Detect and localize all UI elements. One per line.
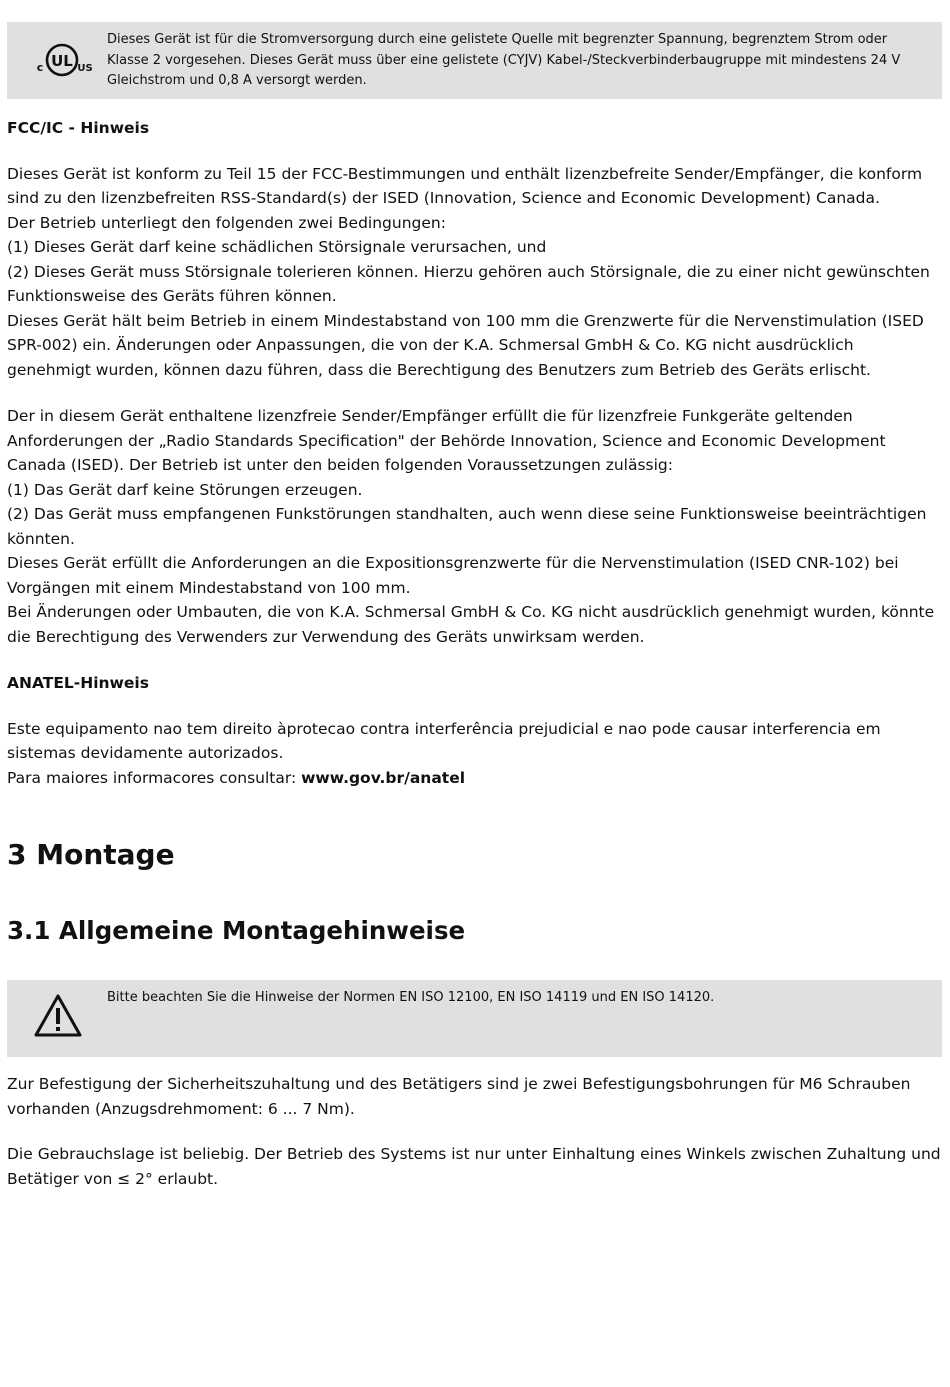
fcc-paragraph: Der Betrieb unterliegt den folgenden zwei Bedingungen: [7, 213, 446, 232]
fcc-paragraph: Dieses Gerät ist konform zu Teil 15 der FCC-Bestimmungen und enthält lizenzbefreite Sender/Empfänger, die konform sind zu den lizenzbefreiten RSS-Standard(s) der ISED (Innovation, Science and Economic Development) Canada. [7, 164, 923, 207]
anatel-paragraph: Este equipamento nao tem direito àprotecao contra interferência prejudicial e nao pode causar interferencia em sistemas devidamente autorizados. [7, 719, 881, 762]
fcc-block-2 [7, 404, 942, 649]
anatel-link[interactable]: www.gov.br/anatel [301, 768, 466, 787]
fcc-paragraph: (2) Dieses Gerät muss Störsignale tolerieren können. Hierzu gehören auch Störsignale, die zu einer nicht gewünschten Funktionsweise des Geräts führen können. [7, 262, 930, 305]
document-page [7, 22, 942, 1191]
fcc-heading: FCC/IC - Hinweis [7, 119, 150, 137]
ised-paragraph: (1) Das Gerät darf keine Störungen erzeugen. [7, 480, 363, 499]
anatel-info-prefix: Para maiores informacores consultar: [7, 768, 302, 787]
ul-notice-text: Dieses Gerät ist für die Stromversorgung durch eine gelistete Quelle mit begrenzter Spannung, begrenztem Strom oder Klasse 2 vorgesehen. Dieses Gerät muss über eine gelistete (CYJV) Kabel-/Steckverbinderbaugruppe mit mindestens 24 V Gleichstrom und 0,8 A versorgt werden. [107, 32, 901, 88]
anatel-heading: ANATEL-Hinweis [7, 674, 149, 692]
ul-listed-mark-icon [33, 41, 93, 85]
fcc-block-1 [7, 162, 942, 383]
section-3-1-title: 3.1 Allgemeine Montagehinweise [7, 916, 466, 945]
warning-notice-text: Bitte beachten Sie die Hinweise der Normen EN ISO 12100, EN ISO 14119 und EN ISO 14120. [107, 990, 715, 1005]
ised-paragraph: Dieses Gerät erfüllt die Anforderungen an die Expositionsgrenzwerte für die Nervenstimulation (ISED CNR-102) bei Vorgängen mit einem Mindestabstand von 100 mm. [7, 554, 899, 597]
ul-mark-text: UL [51, 52, 73, 70]
warning-triangle-icon [33, 993, 83, 1043]
ised-paragraph: (2) Das Gerät muss empfangenen Funkstörungen standhalten, auch wenn diese seine Funktionsweise beeinträchtigen könnten. [7, 505, 927, 548]
ul-notice-box [7, 22, 942, 99]
ised-paragraph: Der in diesem Gerät enthaltene lizenzfreie Sender/Empfänger erfüllt die für lizenzfreie Funkgeräte geltenden Anforderungen der „Radio Standards Specification" der Behörde Innovation, Science and Economic Development Canada (ISED). Der Betrieb ist unter den beiden folgenden Voraussetzungen zulässig: [7, 407, 886, 474]
mounting-paragraph: Zur Befestigung der Sicherheitszuhaltung und des Betätigers sind je zwei Befestigungsbohrungen für M6 Schrauben vorhanden (Anzugsdrehmoment: 6 ... 7 Nm). [7, 1075, 911, 1118]
ul-mark-us: US [77, 63, 93, 74]
warning-notice-box [7, 980, 942, 1057]
anatel-info-line [7, 766, 942, 791]
ul-mark-c: c [36, 61, 44, 74]
fcc-paragraph: (1) Dieses Gerät darf keine schädlichen Störsignale verursachen, und [7, 238, 547, 256]
position-paragraph: Die Gebrauchslage ist beliebig. Der Betrieb des Systems ist nur unter Einhaltung eines Winkels zwischen Zuhaltung und Betätiger von ≤ 2° erlaubt. [7, 1145, 941, 1188]
section-3-title: 3 Montage [7, 838, 175, 871]
ised-paragraph: Bei Änderungen oder Umbauten, die von K.A. Schmersal GmbH & Co. KG nicht ausdrücklich genehmigt wurden, könnte die Berechtigung des Verwenders zur Verwendung des Geräts unwirksam werden. [7, 603, 935, 646]
fcc-paragraph: Dieses Gerät hält beim Betrieb in einem Mindestabstand von 100 mm die Grenzwerte für die Nervenstimulation (ISED SPR-002) ein. Änderungen oder Anpassungen, die von der K.A. Schmersal GmbH & Co. KG nicht ausdrücklich genehmigt wurden, können dazu führen, dass die Berechtigung des Benutzers zum Betrieb des Geräts erlischt. [7, 311, 924, 379]
